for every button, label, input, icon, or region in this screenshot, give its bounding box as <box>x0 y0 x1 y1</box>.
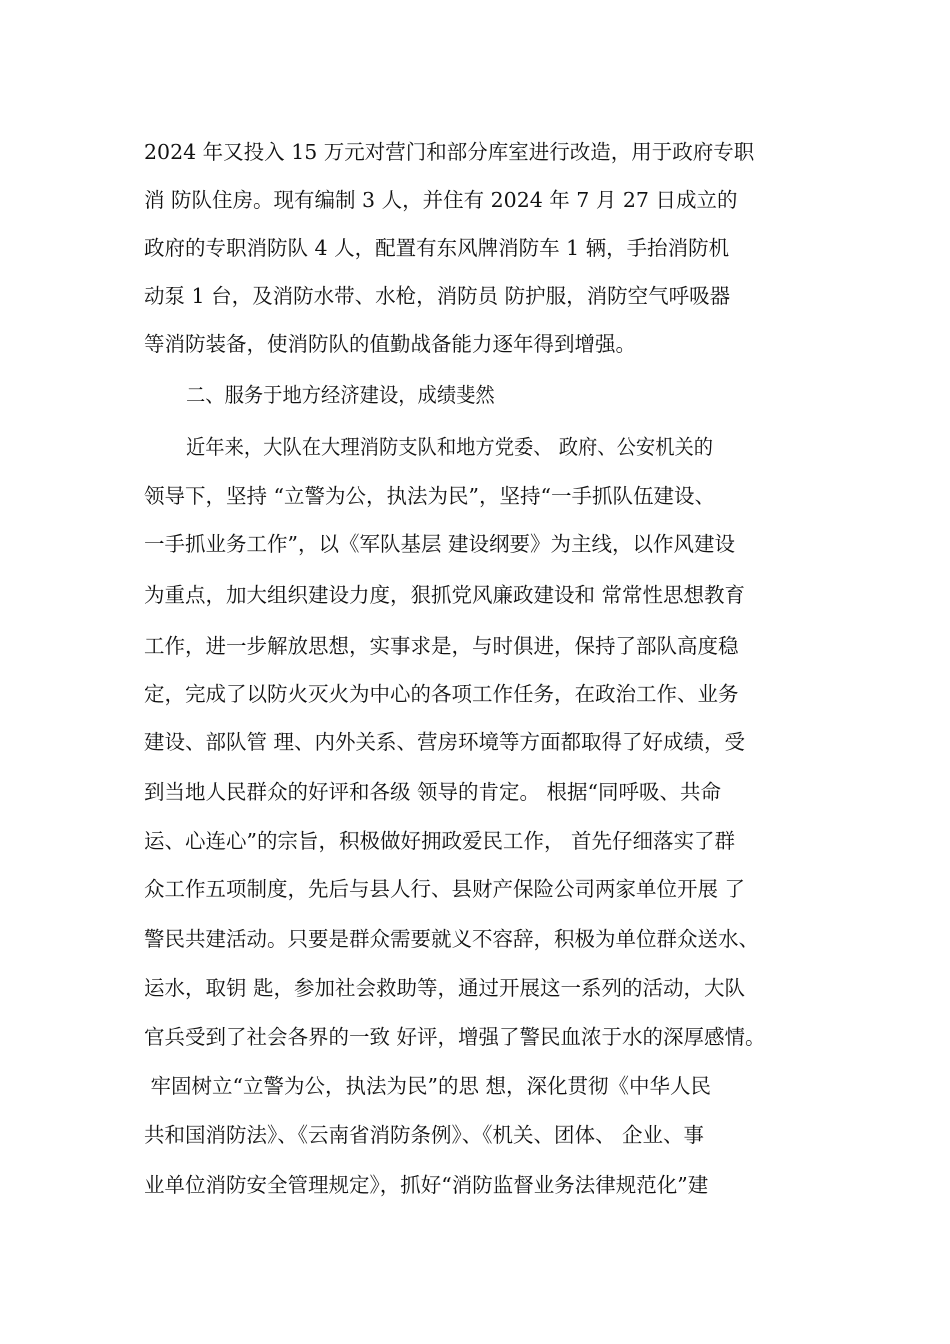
text-line-3: 政府的专职消防队 4 人，配置有东风牌消防车 1 辆，手抬消防机 <box>144 236 730 260</box>
text-line-2: 消 防队住房。现有编制 3 人，并住有 2024 年 7 月 27 日成立的 <box>144 188 738 212</box>
text-line-22: 业单位消防安全管理规定》，抓好“消防监督业务法律规范化”建 <box>144 1173 709 1197</box>
text-line-5: 等消防装备，使消防队的值勤战备能力逐年得到增强。 <box>144 332 636 356</box>
text-line-8: 领导下，坚持 “立警为公，执法为民”，坚持“一手抓队伍建设、 <box>144 484 715 508</box>
text-line-9: 一手抓业务工作”，以《军队基层 建设纲要》为主线，以作风建设 <box>144 532 735 556</box>
text-line-19: 官兵受到了社会各界的一致 好评，增强了警民血浓于水的深厚感情。 <box>144 1025 766 1049</box>
text-line-7: 近年来，大队在大理消防支队和地方党委、 政府、公安机关的 <box>186 435 714 459</box>
text-line-14: 到当地人民群众的好评和各级 领导的肯定。 根据“同呼吸、共命 <box>144 780 722 804</box>
text-line-12: 定，完成了以防火灭火为中心的各项工作任务，在政治工作、业务 <box>144 682 739 706</box>
text-line-10: 为重点，加大组织建设力度，狠抓党风廉政建设和 常常性思想教育 <box>144 583 746 607</box>
text-line-20: 牢固树立“立警为公，执法为民”的思 想，深化贯彻《中华人民 <box>144 1074 711 1098</box>
text-line-17: 警民共建活动。只要是群众需要就义不容辞，积极为单位群众送水、 <box>144 927 759 951</box>
text-line-21: 共和国消防法》、《云南省消防条例》、《机关、团体、 企业、事 <box>144 1123 705 1147</box>
text-line-4: 动泵 1 台，及消防水带、水枪，消防员 防护服，消防空气呼吸器 <box>144 284 731 308</box>
section-heading: 二、服务于地方经济建设，成绩斐然 <box>186 383 495 407</box>
text-line-16: 众工作五项制度，先后与县人行、县财产保险公司两家单位开展 了 <box>144 877 746 901</box>
text-line-18: 运水，取钥 匙，参加社会救助等，通过开展这一系列的活动，大队 <box>144 976 746 1000</box>
text-line-13: 建设、部队管 理、内外关系、营房环境等方面都取得了好成绩，受 <box>144 730 746 754</box>
text-line-11: 工作，进一步解放思想，实事求是，与时俱进，保持了部队高度稳 <box>144 634 739 658</box>
text-line-1: 2024 年又投入 15 万元对营门和部分库室进行改造，用于政府专职 <box>144 140 755 164</box>
text-line-15: 运、心连心”的宗旨，积极做好拥政爱民工作， 首先仔细落实了群 <box>144 829 735 853</box>
